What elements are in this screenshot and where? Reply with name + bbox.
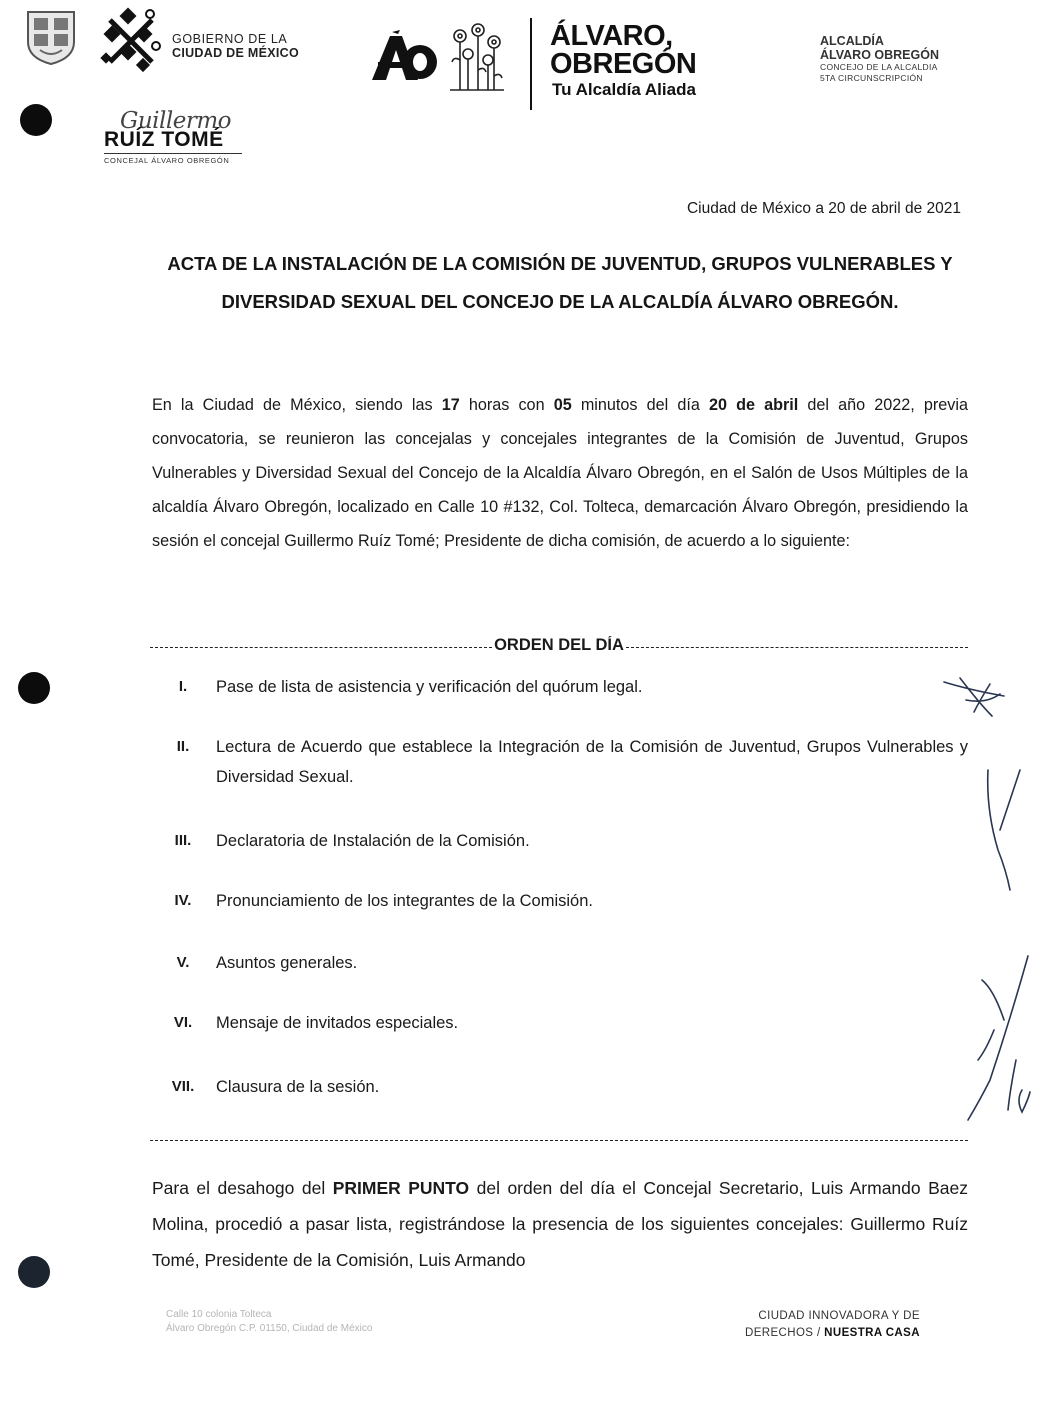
margin-signatures (930, 660, 1040, 1140)
government-label (172, 32, 299, 60)
concejal-logo (104, 108, 242, 165)
concejal-script-name: Guillermo (120, 108, 232, 134)
ao-emblem-logo (370, 30, 440, 82)
agenda-item-text: Clausura de la sesión. (216, 1078, 380, 1096)
alcaldia-stamp (820, 34, 939, 84)
alcaldia-title (550, 22, 696, 78)
agenda-item (150, 1008, 968, 1038)
gov-line-2: CIUDAD DE MÉXICO (172, 46, 300, 60)
intro-paragraph (152, 388, 968, 558)
agenda-item-text: Lectura de Acuerdo que establece la Integración de la Comisión de Juventud, Grupos Vulnerables y Diversidad Sexual. (216, 738, 968, 786)
concejal-underline (104, 153, 242, 154)
intro-minutes: 05 (553, 396, 572, 414)
header-divider (530, 18, 532, 110)
agenda-item (150, 1072, 968, 1102)
dashed-rule (150, 1140, 968, 1141)
primer-punto-bold: PRIMER PUNTO (332, 1178, 470, 1198)
intro-text: minutos del día (571, 396, 709, 414)
intro-text: horas con (459, 396, 554, 414)
dashed-rule (150, 647, 492, 648)
footer-slogan-line-1: CIUDAD INNOVADORA Y DE (758, 1310, 920, 1322)
agenda-item-text: Asuntos generales. (216, 954, 358, 972)
signature-mark (1008, 1060, 1030, 1112)
intro-hour: 17 (441, 396, 460, 414)
punch-hole (18, 672, 50, 704)
footer-address-line-1: Calle 10 colonia Tolteca (166, 1309, 272, 1320)
document-date: Ciudad de México a 20 de abril de 2021 (686, 200, 961, 217)
agenda-item-number: IV. (174, 892, 192, 909)
intro-text: del año 2022, previa convocatoria, se reunieron las concejalas y concejales integrantes de la Comisión de Juventud, Grupos Vulnerables y Diversidad Sexual del Concejo de la Alcaldía Álvaro Obregón, en el Salón de Usos Múltiples de la alcaldía Álvaro Obregón, localizado en Calle 10 #132, Col. Tolteca, demarcación Álvaro Obregón, presidiendo la sesión el concejal Guillermo Ruíz Tomé; Presidente de dicha comisión, de acuerdo a lo siguiente: (152, 396, 968, 550)
ao-title-line-1: ÁLVARO, (550, 20, 673, 52)
agenda-item (150, 948, 968, 978)
footer-slogan-line-2 (745, 1325, 920, 1342)
concejal-name: RUÍZ TOMÉ (104, 128, 224, 151)
flowers-logo (446, 20, 508, 94)
footer-slogan-bold: NUESTRA CASA (824, 1327, 920, 1339)
agenda-item-number: II. (176, 738, 190, 755)
agenda-item (150, 672, 968, 702)
gov-line-1: GOBIERNO DE LA (172, 32, 288, 46)
agenda-item-number: VII. (171, 1078, 195, 1095)
dashed-rule (626, 647, 968, 648)
alcaldia-stamp-line-4: 5TA CIRCUNSCRIPCIÓN (820, 73, 923, 83)
orden-del-dia-heading (150, 636, 968, 655)
agenda-item (150, 886, 968, 916)
agenda-item-number: V. (176, 954, 190, 971)
intro-day: 20 de abril (708, 396, 799, 414)
concejal-role: CONCEJAL ÁLVARO OBREGÓN (104, 156, 230, 165)
footer-slogan-text: DERECHOS / (745, 1327, 825, 1339)
alcaldia-stamp-line-1: ALCALDÍA (820, 34, 884, 48)
signature-mark (988, 770, 1020, 890)
signature-mark (944, 678, 1004, 716)
alcaldia-tagline: Tu Alcaldía Aliada (552, 80, 696, 99)
agenda-item-text: Pase de lista de asistencia y verificación del quórum legal. (216, 678, 643, 696)
punch-hole (20, 104, 52, 136)
punch-hole (18, 1256, 50, 1288)
footer-slogan (745, 1308, 920, 1342)
primer-text: Para el desahogo del (152, 1178, 333, 1198)
agenda-item-number: III. (174, 832, 192, 849)
coat-of-arms-logo (22, 8, 80, 66)
agenda-item-number: I. (178, 678, 188, 695)
primer-text: del orden del día el Concejal Secretario, Luis Armando Baez Molina, procedió a pasar lista, registrándose la presencia de los siguientes concejales: Guillermo Ruíz Tomé, Presidente de la Comisión, Luis Armando (152, 1178, 968, 1270)
document-title: ACTA DE LA INSTALACIÓN DE LA COMISIÓN DE JUVENTUD, GRUPOS VULNERABLES Y DIVERSIDAD SEXUAL DEL CONCEJO DE LA ALCALDÍA ÁLVARO OBREGÓN. (167, 253, 953, 312)
ao-title-line-2: OBREGÓN (550, 48, 697, 80)
agenda-item-text: Mensaje de invitados especiales. (216, 1014, 459, 1032)
footer-address-line-2: Álvaro Obregón C.P. 01150, Ciudad de México (166, 1323, 373, 1334)
agenda-item (150, 826, 968, 856)
agenda-item-text: Pronunciamiento de los integrantes de la Comisión. (216, 892, 593, 910)
intro-text: En la Ciudad de México, siendo las (152, 396, 442, 414)
agenda-item-number: VI. (173, 1014, 193, 1031)
footer-address (166, 1308, 372, 1336)
primer-punto-paragraph (152, 1170, 968, 1278)
alcaldia-stamp-line-2: ÁLVARO OBREGÓN (820, 48, 939, 62)
orden-del-dia-label: ORDEN DEL DÍA (494, 636, 624, 654)
agenda-item (150, 732, 968, 792)
alcaldia-stamp-line-3: CONCEJO DE LA ALCALDIA (820, 62, 938, 72)
agenda-item-text: Declaratoria de Instalación de la Comisión. (216, 832, 530, 850)
cdmx-logo (98, 6, 164, 76)
